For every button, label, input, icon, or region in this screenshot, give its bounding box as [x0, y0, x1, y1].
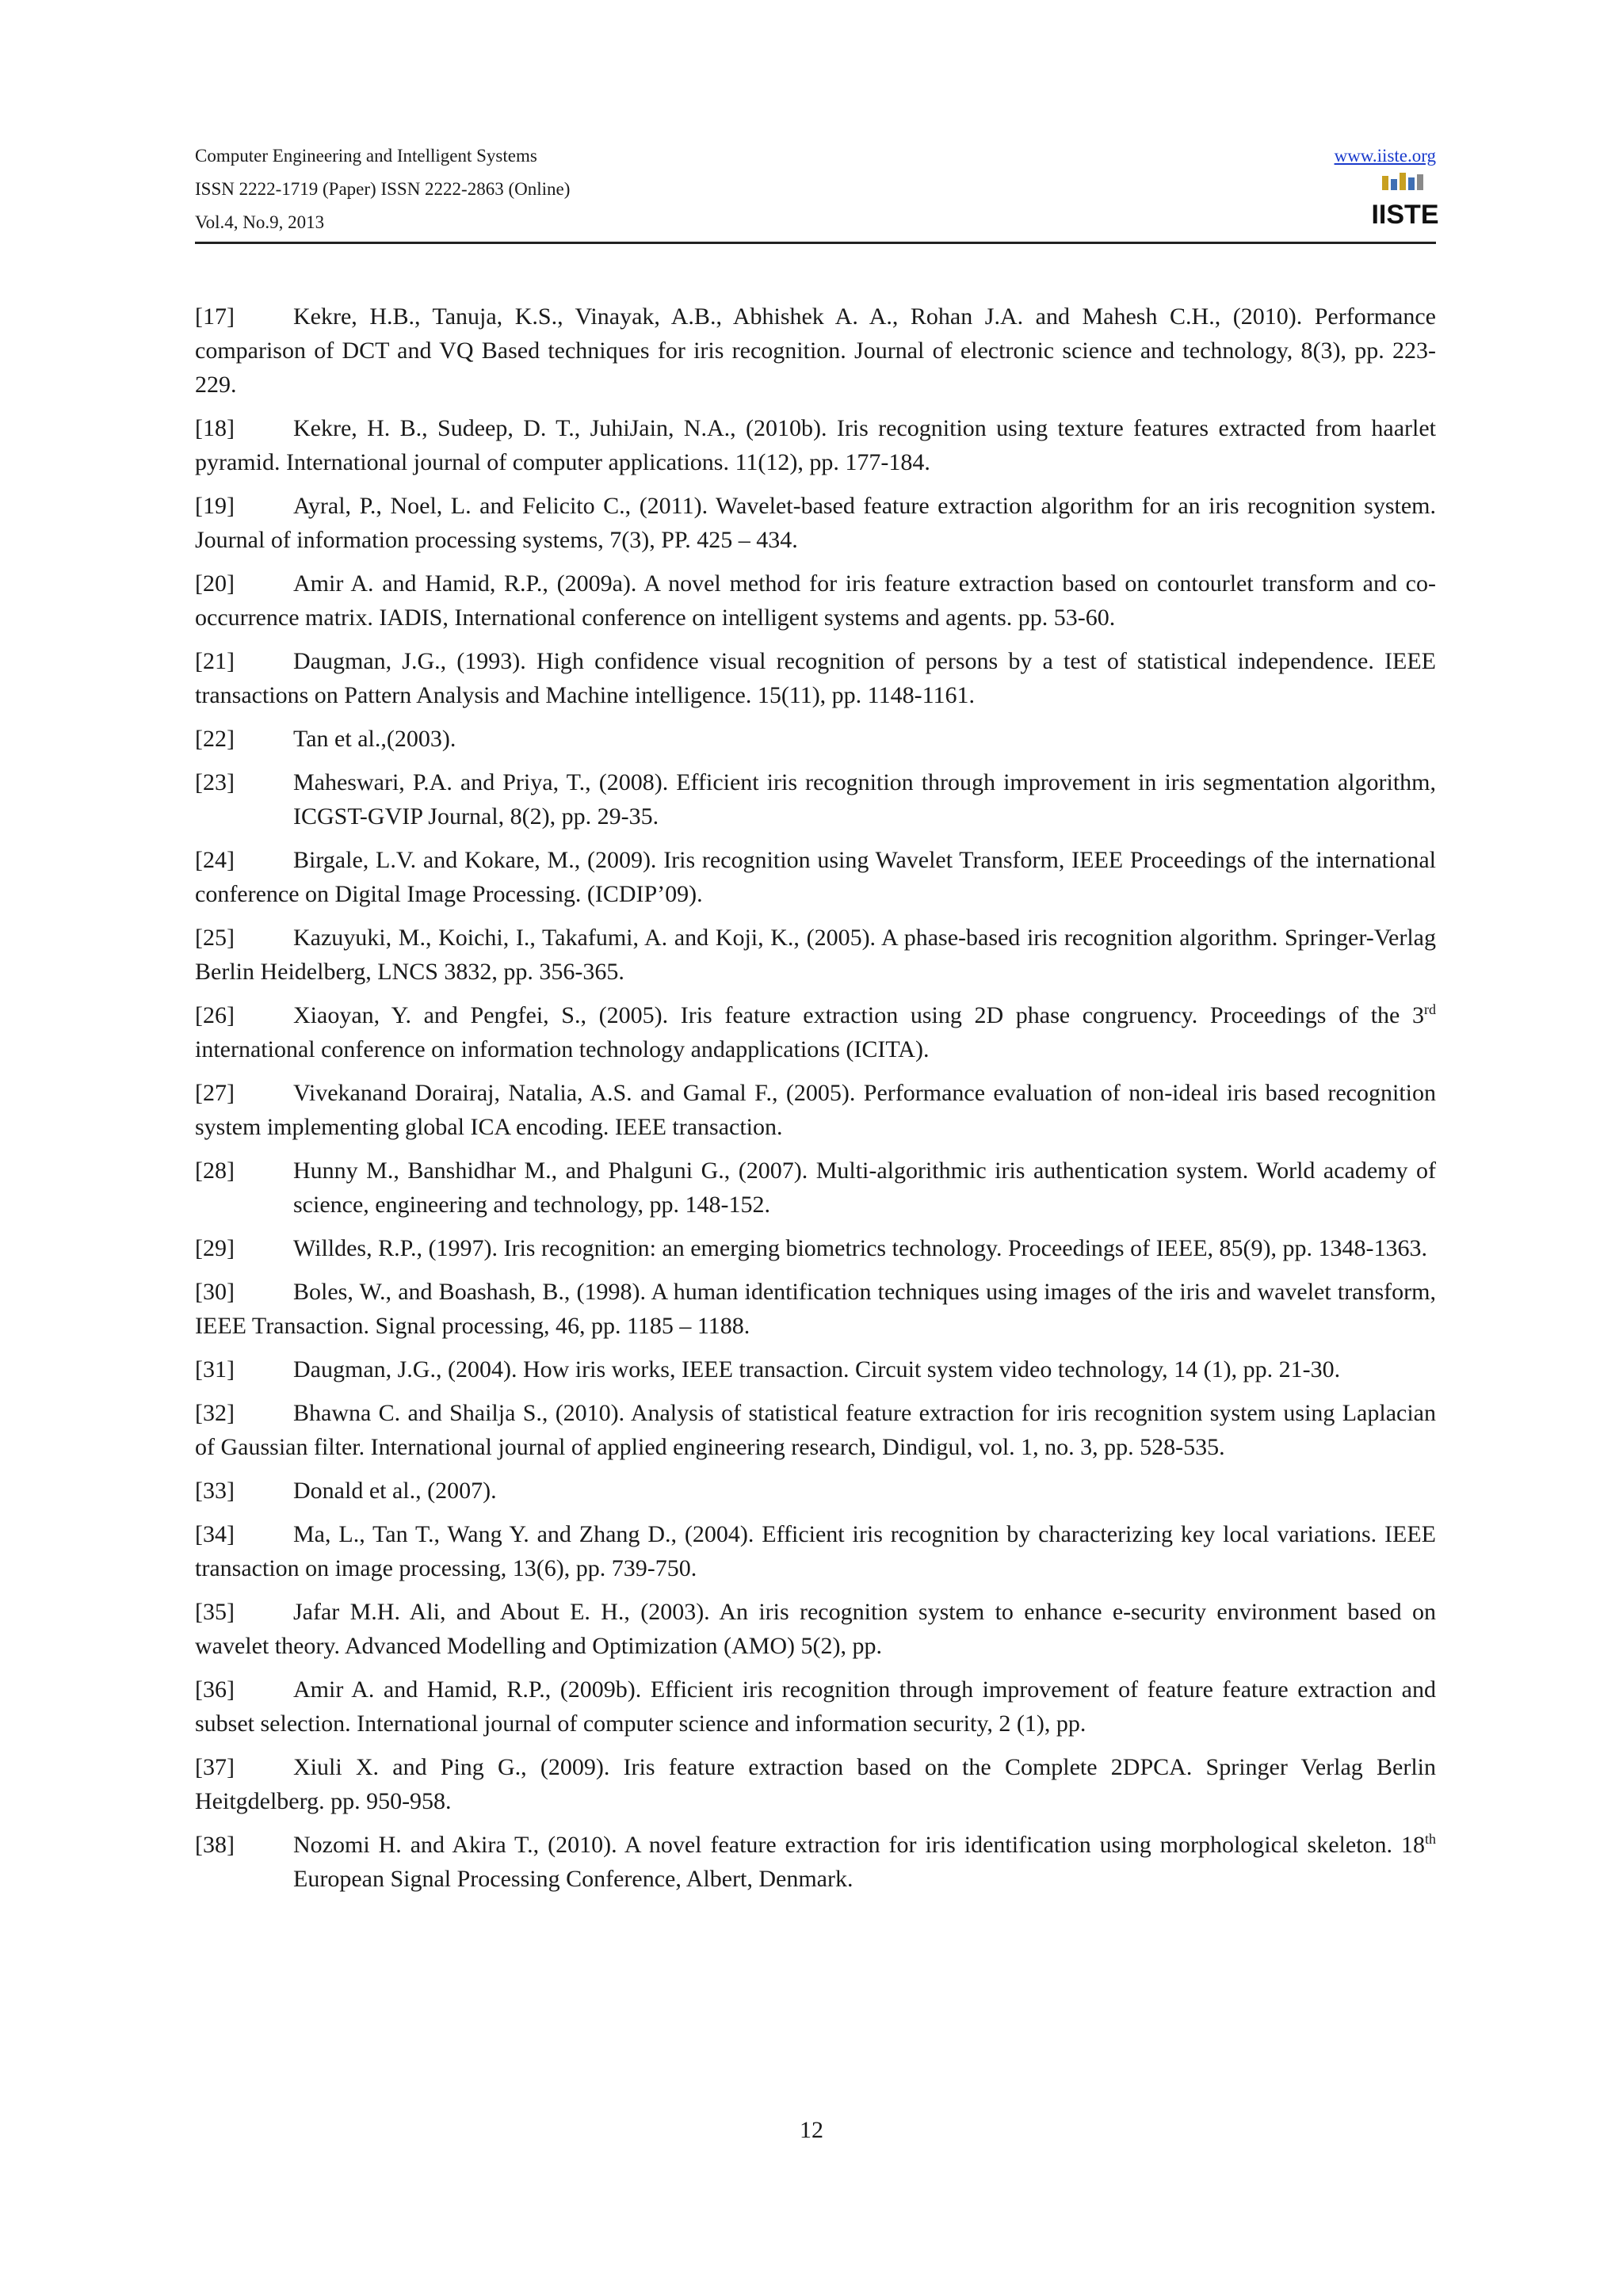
reference-text: Tan et al.,(2003).: [293, 726, 456, 752]
reference-item: [195, 411, 1436, 479]
reference-text: Birgale, L.V. and Kokare, M., (2009). Iris recognition using Wavelet Transform, IEEE Proceedings of the international conference on Digital Image Processing. (ICDIP’09).: [195, 847, 1436, 907]
reference-number: [37]: [195, 1754, 235, 1780]
reference-number: [36]: [195, 1676, 235, 1703]
reference-text: Kekre, H. B., Sudeep, D. T., JuhiJain, N.A., (2010b). Iris recognition using texture features extracted from haarlet pyramid. International journal of computer applications. 11(12), pp. 177-184.: [195, 415, 1436, 475]
reference-text: Vivekanand Dorairaj, Natalia, A.S. and Gamal F., (2005). Performance evaluation of non-ideal iris based recognition system implementing global ICA encoding. IEEE transaction.: [195, 1080, 1436, 1140]
iiste-logo-icon: [1371, 171, 1439, 235]
reference-number: [35]: [195, 1599, 235, 1625]
reference-item: [195, 998, 1436, 1066]
reference-number: [28]: [195, 1158, 235, 1184]
journal-title: Computer Engineering and Intelligent Systems: [195, 146, 537, 166]
reference-number: [20]: [195, 570, 235, 597]
reference-item: [195, 1750, 1436, 1818]
reference-item: [195, 722, 1436, 756]
reference-text: Kazuyuki, M., Koichi, I., Takafumi, A. and Koji, K., (2005). A phase-based iris recognition algorithm. Springer-Verlag Berlin Heidelberg, LNCS 3832, pp. 356-365.: [195, 925, 1436, 985]
reference-text: Amir A. and Hamid, R.P., (2009a). A novel method for iris feature extraction based on contourlet transform and co-occurrence matrix. IADIS, International conference on intelligent systems and agents. pp. 53-60.: [195, 570, 1436, 631]
svg-text:IISTE: IISTE: [1371, 200, 1439, 230]
reference-number: [23]: [195, 769, 235, 795]
reference-number: [19]: [195, 493, 235, 519]
reference-number: [30]: [195, 1279, 235, 1305]
reference-text: Xiuli X. and Ping G., (2009). Iris feature extraction based on the Complete 2DPCA. Springer Verlag Berlin Heitgdelberg. pp. 950-958.: [195, 1754, 1436, 1814]
reference-number: [33]: [195, 1478, 235, 1504]
reference-number: [22]: [195, 726, 235, 752]
reference-number: [24]: [195, 847, 235, 873]
reference-item: [195, 1275, 1436, 1343]
reference-list: [195, 299, 1436, 1905]
page-number: 12: [800, 2117, 823, 2143]
reference-item: [195, 644, 1436, 712]
journal-volume: Vol.4, No.9, 2013: [195, 212, 325, 232]
reference-text: Ayral, P., Noel, L. and Felicito C., (2011). Wavelet-based feature extraction algorithm for an iris recognition system. Journal of information processing systems, 7(3), PP. 425 – 434.: [195, 493, 1436, 553]
reference-item: [195, 1396, 1436, 1464]
reference-text: Donald et al., (2007).: [293, 1478, 497, 1504]
reference-text: Amir A. and Hamid, R.P., (2009b). Efficient iris recognition through improvement of feature feature extraction and subset selection. International journal of computer science and information security, 2 (1), pp.: [195, 1676, 1436, 1737]
reference-text: international conference on information technology andapplications (ICITA).: [195, 1036, 930, 1062]
reference-text: European Signal Processing Conference, Albert, Denmark.: [293, 1866, 854, 1892]
reference-number: [27]: [195, 1080, 235, 1106]
reference-text: Bhawna C. and Shailja S., (2010). Analysis of statistical feature extraction for iris recognition system using Laplacian of Gaussian filter. International journal of applied engineering research, Dindigul, vol. 1, no. 3, pp. 528-535.: [195, 1400, 1436, 1460]
reference-item: [195, 1076, 1436, 1144]
reference-number: [29]: [195, 1235, 235, 1261]
reference-text: Jafar M.H. Ali, and About E. H., (2003). An iris recognition system to enhance e-security environment based on wavelet theory. Advanced Modelling and Optimization (AMO) 5(2), pp.: [195, 1599, 1436, 1659]
reference-item: [195, 1828, 1436, 1896]
reference-number: [21]: [195, 648, 235, 674]
reference-text: Xiaoyan, Y. and Pengfei, S., (2005). Iris feature extraction using 2D phase congruency. Proceedings of the 3: [293, 1002, 1424, 1028]
journal-issn: ISSN 2222-1719 (Paper) ISSN 2222-2863 (Online): [195, 179, 571, 199]
reference-item: [195, 1474, 1436, 1508]
reference-number: [34]: [195, 1521, 235, 1547]
reference-item: [195, 1154, 1436, 1222]
journal-info: [195, 139, 570, 239]
journal-url-link[interactable]: www.iiste.org: [1334, 146, 1436, 166]
reference-item: [195, 1672, 1436, 1741]
reference-text: Ma, L., Tan T., Wang Y. and Zhang D., (2004). Efficient iris recognition by characterizing key local variations. IEEE transaction on image processing, 13(6), pp. 739-750.: [195, 1521, 1436, 1581]
reference-text: Nozomi H. and Akira T., (2010). A novel feature extraction for iris identification using morphological skeleton. 18: [293, 1832, 1425, 1858]
reference-item: [195, 489, 1436, 557]
reference-item: [195, 1595, 1436, 1663]
reference-text: Boles, W., and Boashash, B., (1998). A human identification techniques using images of the iris and wavelet transform, IEEE Transaction. Signal processing, 46, pp. 1185 – 1188.: [195, 1279, 1436, 1339]
reference-number: [32]: [195, 1400, 235, 1426]
reference-text: Daugman, J.G., (2004). How iris works, IEEE transaction. Circuit system video technology, 14 (1), pp. 21-30.: [293, 1356, 1341, 1383]
reference-superscript: rd: [1424, 1001, 1436, 1017]
reference-text: Maheswari, P.A. and Priya, T., (2008). Efficient iris recognition through improvement in iris segmentation algorithm, ICGST-GVIP Journal, 8(2), pp. 29-35.: [293, 769, 1436, 830]
page-header: [195, 135, 1439, 244]
reference-superscript: th: [1424, 1831, 1436, 1847]
reference-number: [31]: [195, 1356, 235, 1383]
reference-item: [195, 1352, 1436, 1386]
reference-text: Kekre, H.B., Tanuja, K.S., Vinayak, A.B., Abhishek A. A., Rohan J.A. and Mahesh C.H., (2010). Performance comparison of DCT and VQ Based techniques for iris recognition. Journal of electronic science and technology, 8(3), pp. 223-229.: [195, 303, 1436, 398]
reference-item: [195, 765, 1436, 833]
reference-number: [18]: [195, 415, 235, 441]
reference-item: [195, 843, 1436, 911]
reference-text: Hunny M., Banshidhar M., and Phalguni G., (2007). Multi-algorithmic iris authentication system. World academy of science, engineering and technology, pp. 148-152.: [293, 1158, 1436, 1218]
reference-item: [195, 1231, 1436, 1265]
reference-number: [38]: [195, 1832, 235, 1858]
reference-number: [26]: [195, 1002, 235, 1028]
reference-item: [195, 299, 1436, 402]
reference-number: [17]: [195, 303, 235, 330]
reference-item: [195, 921, 1436, 989]
reference-item: [195, 566, 1436, 635]
reference-text: Daugman, J.G., (1993). High confidence visual recognition of persons by a test of statistical independence. IEEE transactions on Pattern Analysis and Machine intelligence. 15(11), pp. 1148-1161.: [195, 648, 1436, 708]
reference-item: [195, 1517, 1436, 1585]
reference-text: Willdes, R.P., (1997). Iris recognition: an emerging biometrics technology. Proceedings of IEEE, 85(9), pp. 1348-1363.: [293, 1235, 1428, 1261]
reference-number: [25]: [195, 925, 235, 951]
